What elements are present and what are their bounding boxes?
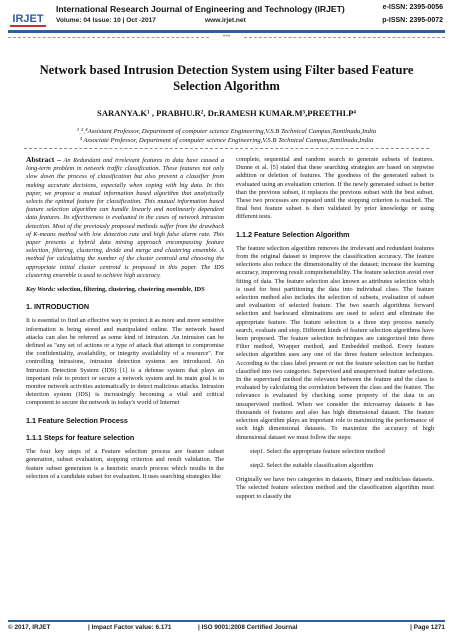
footer-iso: | ISO 9001:2008 Certified Journal	[198, 624, 298, 631]
abstract	[26, 156, 224, 280]
paper-authors: SARANYA.K¹ , PRABHU.R², Dr.RAMESH KUMAR.M³,PREETHI.P⁴	[97, 108, 356, 118]
volume-issue: Volume: 04 Issue: 10 | Oct -2017	[56, 17, 156, 24]
journal-title: International Research Journal of Engineering and Technology (IRJET)	[56, 4, 345, 14]
eissn: e-ISSN: 2395-0056	[382, 4, 443, 11]
step-1: step1. Select the appropriate feature selection method	[250, 447, 385, 455]
right-paragraph-1: complete, sequential and random search to generate subsets of features. Dunne et al. [5] stated that these searching strategies are based on stepwise addition or deletion of features. The goodness of the generated subset is evaluated using an evaluation criterion. If the newly generated subset is better than the previous subset, it replaces the previous subset with the best subset. These two processes are repeated until the stopping criterion is reached. The final best feature subset is then validated by prior knowledge or using different tests.	[236, 156, 434, 221]
right-paragraph-2: The feature selection algorithm removes the irrelevant and redundant features from the original dataset to improve the classification accuracy. The feature selections also reduce the dimensionality of the dataset; increase the learning accuracy, improving result comprehensibility. The feature selection avoid over fitting of data. The feature selection also known as attributes selection which is used for best partitioning the data into individual class. The feature selection method also includes the selection of subsets, evaluation of subset and evaluation of selected feature. The two search algorithms forward selection and backward eliminations are used to select and eliminate the appropriate feature. The feature selection is a three step process namely search, evaluate and stop. Different kinds of feature selection algorithms have been proposed. The feature selection techniques are categorized into three Filter method, Wrapper method, and Embedded method. Every feature selection algorithm uses any one of the three feature selection techniques. According to the class label present or not the feature selection can be further classified into two categories. Supervised and unsupervised feature selections. In the supervised method the relevance between the feature and the class is evaluated by calculating the correlation between the class and the feature. The relevance is evaluated by checking some property of the data in an unsupervised method. When we consider the microarray datasets it has thousands of features and also has high dimensional dataset. The feature selection algorithm plays an important role to maximizing the performance of such high dimensional datasets. To maximize the accuracy of high dimensional dataset we must follow the steps:	[236, 244, 434, 441]
section-1-1-heading: 1.1 Feature Selection Process	[26, 415, 128, 425]
keywords-text: selection, filtering, clustering, clustering ensemble, IDS	[57, 286, 205, 294]
abstract-text: An Redundant and irrelevant features in data have caused a long-term problem in network traffic classification. These features not only slow down the process of classification but also prevent a classifier from making accurate decisions, especially when coping with big data. In this paper, we propose a mutual information based algorithm that analytically selects the optimal feature for classification. This mutual information based feature selection algorithm can handle linearly and nonlinearly dependent data features. Its effectiveness is evaluated in the cases of network intrusion detection. Most of the previously proposed methods suffer from the drawback of K-means method with low detection rate and high false alarm rate. This paper presents a hybrid data mining approach encompassing feature selection, filtering, clustering, divide and merge and clustering ensemble. A method for calculating the number of the cluster centroid and choosing the appropriate initial cluster centroid is proposed in this paper. The IDS clustering ensemble is used to achieve high accuracy.	[26, 157, 224, 279]
affiliation-2: ³ Associate Professor, Department of computer science Engineering,V.S.B Technical Campus,Tamilnadu,India	[79, 137, 374, 144]
keywords-label: Key Words:	[26, 286, 56, 294]
header-separator: ***	[8, 34, 445, 40]
introduction-text: It is essential to find an effective way to protect it as more and more sensitive information is being stored and manipulated online. The network based attacks can also be referred as some kind of intrusion. An intrusion can be defined as "any set of actions or a type of attack that attempt to compromise the confidentiality, availability, or integrity availability of a resource". For controlling intrusions, intrusion detection systems are introduced. An Intrusion Detection System (IDS) [1] is a defense system that plays an important role to protect or secure a network system and its main goal is to monitor network activities automatically to detect malicious attacks. Intrusion detection system (IDS) is increasingly becoming a vital and critical component to secure the network in today's world of Internet	[26, 317, 224, 407]
journal-website[interactable]: www.irjet.net	[205, 17, 246, 24]
section-1-1-2-heading: 1.1.2 Feature Selection Algorithm	[236, 229, 350, 239]
footer-rule	[8, 620, 445, 622]
abstract-label: Abstract –	[26, 155, 61, 164]
keywords	[26, 286, 224, 294]
pissn: p-ISSN: 2395-0072	[382, 17, 443, 24]
header-rule	[8, 30, 445, 33]
paper-title: Network based Intrusion Detection System using Filter based Feature Selection Algorithm	[39, 63, 414, 93]
footer-page-number: | Page 1271	[410, 624, 445, 631]
irjet-logo	[8, 5, 48, 31]
footer-copyright: © 2017, IRJET	[8, 624, 51, 631]
affiliation-divider	[24, 148, 429, 149]
right-paragraph-3: Originally we have two categories in datasets, Binary and multiclass datasets. The selected feature selection method and the classification algorithm must support to classify the	[236, 476, 434, 500]
right-column	[236, 156, 434, 507]
footer-impact-factor: | Impact Factor value: 6.171	[88, 624, 172, 631]
svg-text:IRJET: IRJET	[12, 13, 44, 25]
left-column	[26, 156, 224, 487]
section-1-1-1-heading: 1.1.1 Steps for feature selection	[26, 432, 135, 442]
affiliation-1: ¹ˏ²ˏ⁴Assistant Professor, Department of computer science Engineering,V.S.B Technical Campus,Tamilnadu,India	[76, 128, 377, 135]
journal-header	[0, 0, 453, 44]
section-introduction-heading: 1. INTRODUCTION	[26, 302, 90, 312]
step-2: step2. Select the suitable classification algorithm	[250, 461, 374, 469]
section-1-1-1-text: The four key steps of a Feature selection process are feature subset generation, subset evaluation, stopping criterion and result validation. The feature subset generation is a heuristic search process which results in the selection of a candidate subset for evaluation. It uses searching strategies like	[26, 448, 224, 480]
journal-footer	[8, 620, 445, 634]
